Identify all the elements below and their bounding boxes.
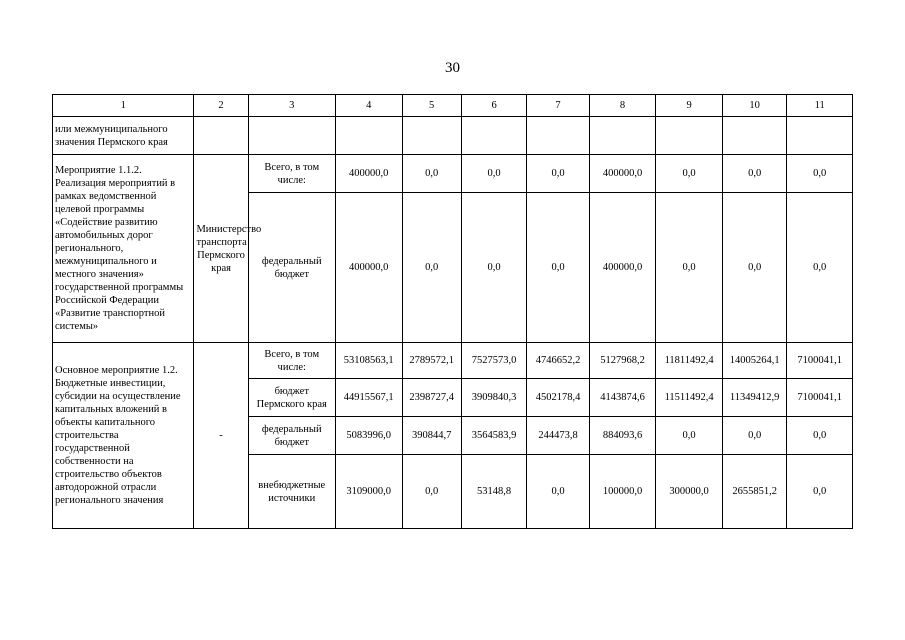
table-row — [53, 343, 853, 379]
empty-cell — [527, 117, 589, 155]
value-cell: 7527573,0 — [461, 343, 527, 379]
value-cell: 0,0 — [527, 455, 589, 529]
empty-cell — [656, 117, 723, 155]
value-cell: 44915567,1 — [335, 379, 402, 417]
value-cell: 0,0 — [527, 155, 589, 193]
column-header: 9 — [656, 95, 723, 117]
header-row — [53, 95, 853, 117]
value-cell: 0,0 — [527, 193, 589, 343]
executor-cell: - — [194, 343, 248, 529]
value-cell: 0,0 — [402, 155, 461, 193]
table-row — [53, 117, 853, 155]
value-cell: 3909840,3 — [461, 379, 527, 417]
value-cell: 0,0 — [787, 193, 853, 343]
value-cell: 4143874,6 — [589, 379, 656, 417]
value-cell: 0,0 — [656, 417, 723, 455]
value-cell: 11349412,9 — [722, 379, 786, 417]
empty-cell — [248, 117, 335, 155]
column-header: 2 — [194, 95, 248, 117]
value-cell: 3109000,0 — [335, 455, 402, 529]
funding-table — [52, 94, 853, 529]
value-cell: 0,0 — [787, 455, 853, 529]
empty-cell — [335, 117, 402, 155]
activity-name-cell: или межмуниципального значения Пермского края — [53, 117, 194, 155]
value-cell: 7100041,1 — [787, 343, 853, 379]
activity-name-cell: Мероприятие 1.1.2. Реализация мероприятий в рамках ведомственной целевой программы «Содействие развитию автомобильных дорог регионального, межмуниципального и местного значения» государственной программы Российской Федерации «Развитие транспортной системы» — [53, 155, 194, 343]
value-cell: 100000,0 — [589, 455, 656, 529]
source-cell: федеральный бюджет — [248, 417, 335, 455]
source-cell: Всего, в том числе: — [248, 343, 335, 379]
value-cell: 7100041,1 — [787, 379, 853, 417]
empty-cell — [589, 117, 656, 155]
source-cell: Всего, в том числе: — [248, 155, 335, 193]
value-cell: 0,0 — [722, 417, 786, 455]
empty-cell — [402, 117, 461, 155]
value-cell: 11811492,4 — [656, 343, 723, 379]
column-header: 7 — [527, 95, 589, 117]
column-header: 5 — [402, 95, 461, 117]
value-cell: 2655851,2 — [722, 455, 786, 529]
value-cell: 4502178,4 — [527, 379, 589, 417]
value-cell: 244473,8 — [527, 417, 589, 455]
value-cell: 0,0 — [461, 193, 527, 343]
empty-cell — [722, 117, 786, 155]
column-header: 3 — [248, 95, 335, 117]
column-header: 6 — [461, 95, 527, 117]
value-cell: 0,0 — [402, 193, 461, 343]
value-cell: 3564583,9 — [461, 417, 527, 455]
activity-name-cell: Основное мероприятие 1.2. Бюджетные инвестиции, субсидии на осуществление капитальных вложений в объекты капитального строительства государственной собственности на строительство объектов автодорожной отрасли регионального значения — [53, 343, 194, 529]
value-cell: 53108563,1 — [335, 343, 402, 379]
value-cell: 400000,0 — [589, 193, 656, 343]
value-cell: 2398727,4 — [402, 379, 461, 417]
value-cell: 14005264,1 — [722, 343, 786, 379]
column-header: 8 — [589, 95, 656, 117]
page-number: 30 — [445, 60, 460, 76]
empty-cell — [194, 117, 248, 155]
source-cell: внебюджетные источники — [248, 455, 335, 529]
value-cell: 400000,0 — [335, 155, 402, 193]
value-cell: 5127968,2 — [589, 343, 656, 379]
source-cell: бюджет Пермского края — [248, 379, 335, 417]
value-cell: 4746652,2 — [527, 343, 589, 379]
column-header: 11 — [787, 95, 853, 117]
value-cell: 0,0 — [461, 155, 527, 193]
column-header: 1 — [53, 95, 194, 117]
value-cell: 0,0 — [722, 155, 786, 193]
column-header: 10 — [722, 95, 786, 117]
value-cell: 0,0 — [402, 455, 461, 529]
value-cell: 400000,0 — [335, 193, 402, 343]
value-cell: 0,0 — [787, 155, 853, 193]
empty-cell — [461, 117, 527, 155]
value-cell: 300000,0 — [656, 455, 723, 529]
value-cell: 5083996,0 — [335, 417, 402, 455]
value-cell: 390844,7 — [402, 417, 461, 455]
value-cell: 11511492,4 — [656, 379, 723, 417]
executor-cell: Министерство транспорта Пермского края — [194, 155, 248, 343]
empty-cell — [787, 117, 853, 155]
value-cell: 400000,0 — [589, 155, 656, 193]
value-cell: 53148,8 — [461, 455, 527, 529]
value-cell: 0,0 — [722, 193, 786, 343]
value-cell: 0,0 — [656, 193, 723, 343]
value-cell: 0,0 — [656, 155, 723, 193]
value-cell: 2789572,1 — [402, 343, 461, 379]
value-cell: 0,0 — [787, 417, 853, 455]
value-cell: 884093,6 — [589, 417, 656, 455]
source-cell: федеральный бюджет — [248, 193, 335, 343]
column-header: 4 — [335, 95, 402, 117]
table-row — [53, 155, 853, 193]
